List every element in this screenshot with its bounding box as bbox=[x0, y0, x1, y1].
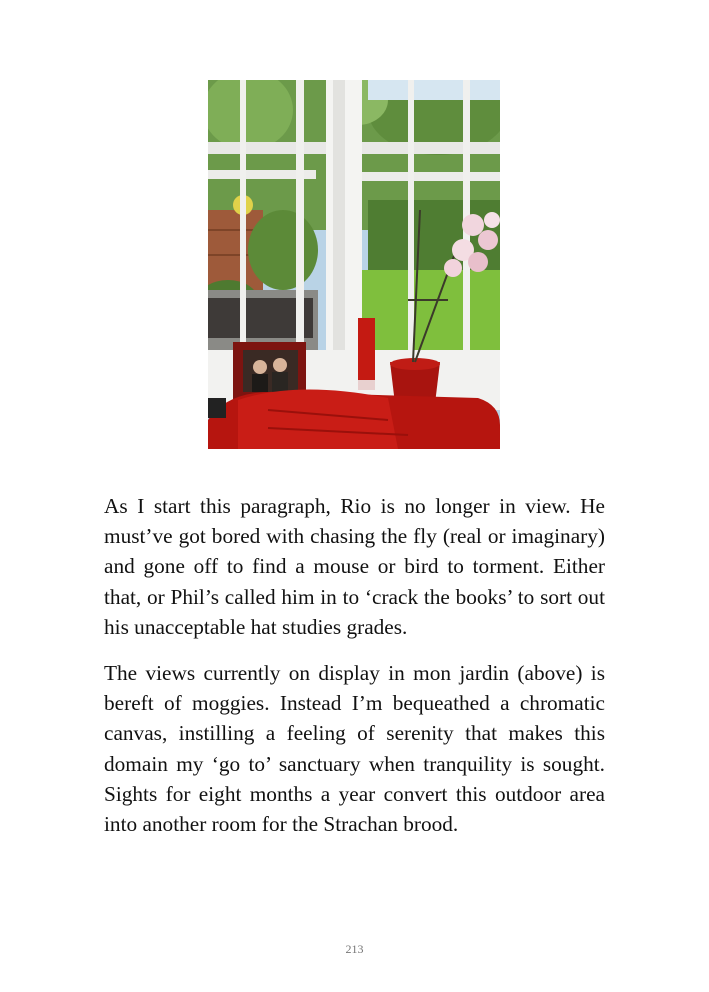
page-number: 213 bbox=[345, 942, 364, 956]
paragraph-1: As I start this paragraph, Rio is no longer in view. He must’ve got bored with chasing the fly (real or imaginary) and gone off to find a mouse or bird to torment. Either that, or Phil’s called him in to ‘crack the books’ to sort out his unacceptable hat studies grades. bbox=[104, 494, 605, 639]
garden-window-photo bbox=[208, 80, 500, 449]
body-text bbox=[104, 491, 605, 855]
paragraph-2: The views currently on display in mon jardin (above) is bereft of moggies. Instead I’m bequeathed a chromatic canvas, instilling a feeling of serenity that makes this domain my ‘go to’ sanctuary when tranquility is sought. Sights for eight months a year convert this outdoor area into another room for the Strachan brood. bbox=[104, 661, 605, 837]
